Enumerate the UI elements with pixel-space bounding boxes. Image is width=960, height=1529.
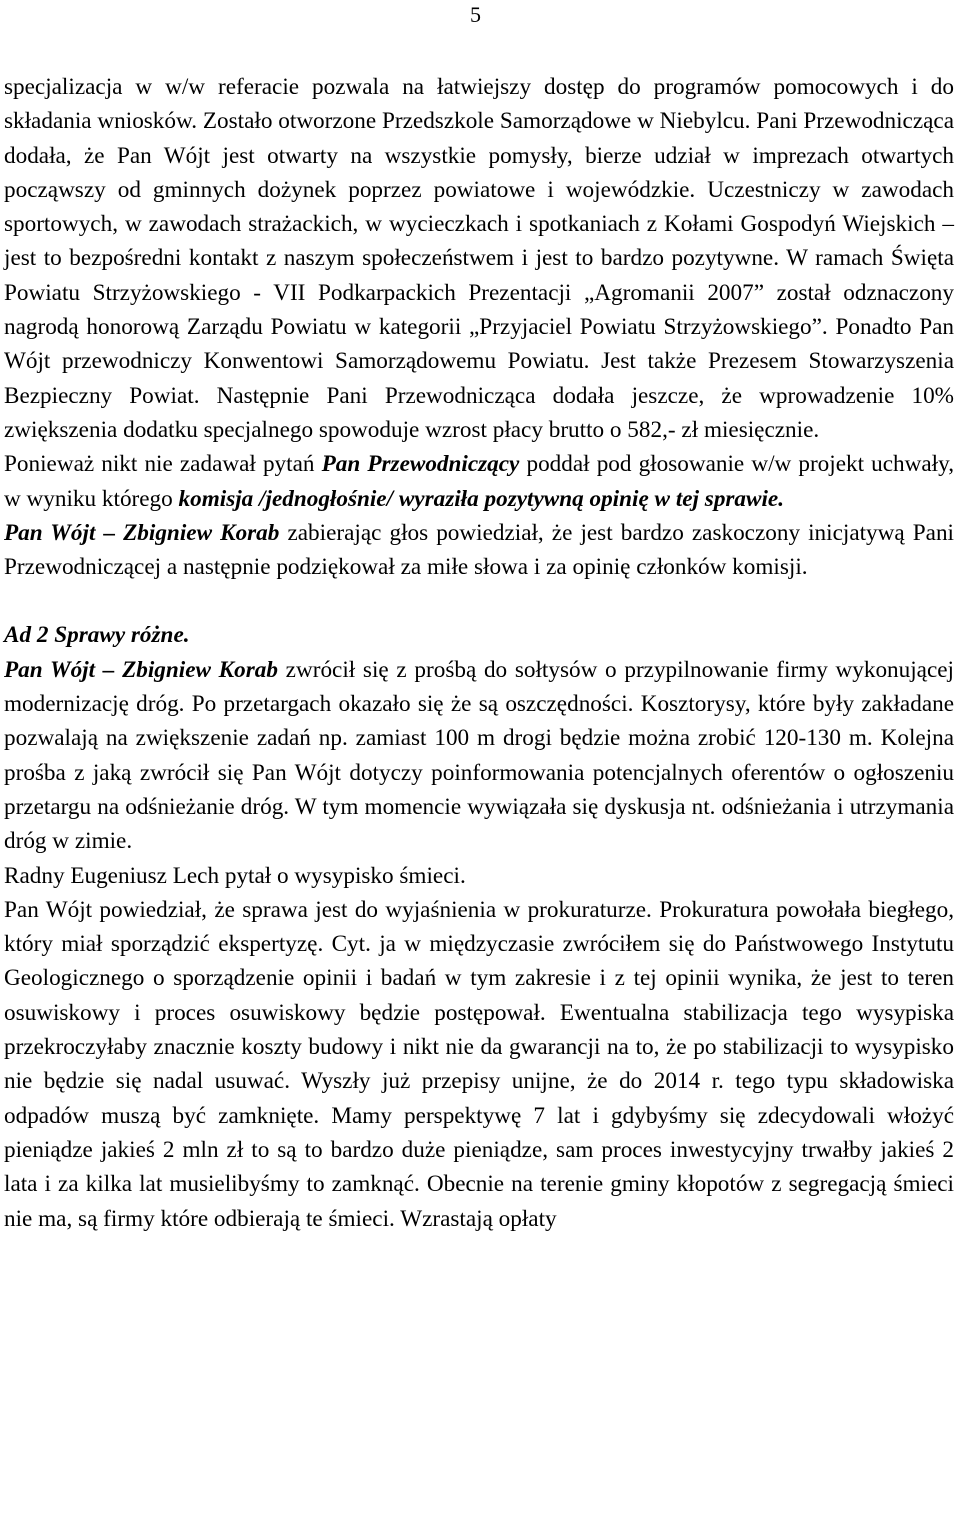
paragraph-6: Pan Wójt powiedział, że sprawa jest do wyjaśnienia w prokuraturze. Prokuratura powołała biegłego, który miał sporządzić ekspertyzę. Cyt. ja w międzyczasie zwróciłem się do Państwowego Instytutu Geologicznego o sporządzenie opinii i badań w tym zakresie i z tej opinii wynika, że jest to teren osuwiskowy i proces osuwiskowy będzie postępował. Ewentualna stabilizacja tego wysypiska przekroczyłaby znacznie koszty budowy i nikt nie da gwarancji na to, że po stabilizacji to wysypisko nie będzie się nadal usuwać. Wyszły już przepisy unijne, że do 2014 r. tego typu składowiska odpadów muszą być zamknięte. Mamy perspektywę 7 lat i gdybyśmy się zdecydowali włożyć pieniądze jakieś 2 mln zł to są to bardzo duże pieniądze, sam proces inwestycyjny trwałby jakieś 2 lata i za kilka lat musielibyśmy to zamknąć. Obecnie na terenie gminy kłopotów z segregacją śmieci nie ma, są firmy które odbierają te śmieci. Wzrastają opłaty <box>4 896 954 1232</box>
paragraph-3-text-1: zabierając głos powiedział, że jest bardzo zaskoczony inicjatywą Pani Przewodniczącej a następnie podziękował za miłe słowa i za opinię członków komisji. <box>4 519 954 581</box>
paragraph-3 <box>4 516 954 585</box>
paragraph-gap <box>4 584 954 618</box>
paragraph-5: Radny Eugeniusz Lech pytał o wysypisko śmieci. <box>4 862 466 889</box>
paragraph-4-emphasis-1: Pan Wójt – Zbigniew Korab <box>4 656 278 683</box>
document-body <box>4 70 954 1236</box>
paragraph-2-text-2: poddał pod głosowanie w/w projekt uchwały, w wyniku którego <box>4 451 955 512</box>
paragraph-2-text-1: Ponieważ nikt nie zadawał pytań <box>4 451 322 478</box>
section-heading: Ad 2 Sprawy różne. <box>4 622 190 649</box>
paragraph-1: specjalizacja w w/w referacie pozwala na łatwiejszy dostęp do programów pomocowych i do składania wniosków. Zostało otworzone Przedszkole Samorządowe w Niebylcu. Pani Przewodnicząca dodała, że Pan Wójt jest otwarty na wszystkie pomysły, bierze udział w imprezach otwartych począwszy od gminnych dożynek poprzez powiatowe i wojewódzkie. Uczestniczy w zawodach sportowych, w zawodach strażackich, w wycieczkach i spotkaniach z Kołami Gospodyń Wiejskich – jest to bezpośredni kontakt z naszym społeczeństwem i jest to bardzo pozytywne. W ramach Święta Powiatu Strzyżowskiego - VII Podkarpackich Prezentacji „Agromanii 2007” został odznaczony nagrodą honorową Zarządu Powiatu w kategorii „Przyjaciel Powiatu Strzyżowskiego”. Ponadto Pan Wójt przewodniczy Konwentowi Samorządowemu Powiatu. Jest także Prezesem Stowarzyszenia Bezpieczny Powiat. Następnie Pani Przewodnicząca dodała jeszcze, że wprowadzenie 10% zwiększenia dodatku specjalnego spowoduje wzrost płacy brutto o 582,- zł miesięcznie. <box>4 74 954 443</box>
paragraph-2-emphasis-2: komisja /jednogłośnie/ wyraziła pozytywną opinię w tej sprawie. <box>178 485 785 512</box>
paragraph-4 <box>4 653 954 859</box>
paragraph-3-emphasis-1: Pan Wójt – Zbigniew Korab <box>4 519 280 546</box>
paragraph-4-text-1: zwrócił się z prośbą do sołtysów o przypilnowanie firmy wykonującej modernizację dróg. Po przetargach okazało się że są oszczędności. Kosztorysy, które były zakładane pozwalają na zwiększenie zadań np. zamiast 100 m drogi będzie można zrobić 120-130 m. Kolejna prośba z jaką zwrócił się Pan Wójt dotyczy poinformowania potencjalnych oferentów o ogłoszeniu przetargu na odśnieżanie dróg. W tym momencie wywiązała się dyskusja nt. odśnieżania i utrzymania dróg w zimie. <box>4 656 955 855</box>
paragraph-2 <box>4 447 954 516</box>
paragraph-2-emphasis-1: Pan Przewodniczący <box>321 451 520 478</box>
page-number: 5 <box>470 2 481 27</box>
